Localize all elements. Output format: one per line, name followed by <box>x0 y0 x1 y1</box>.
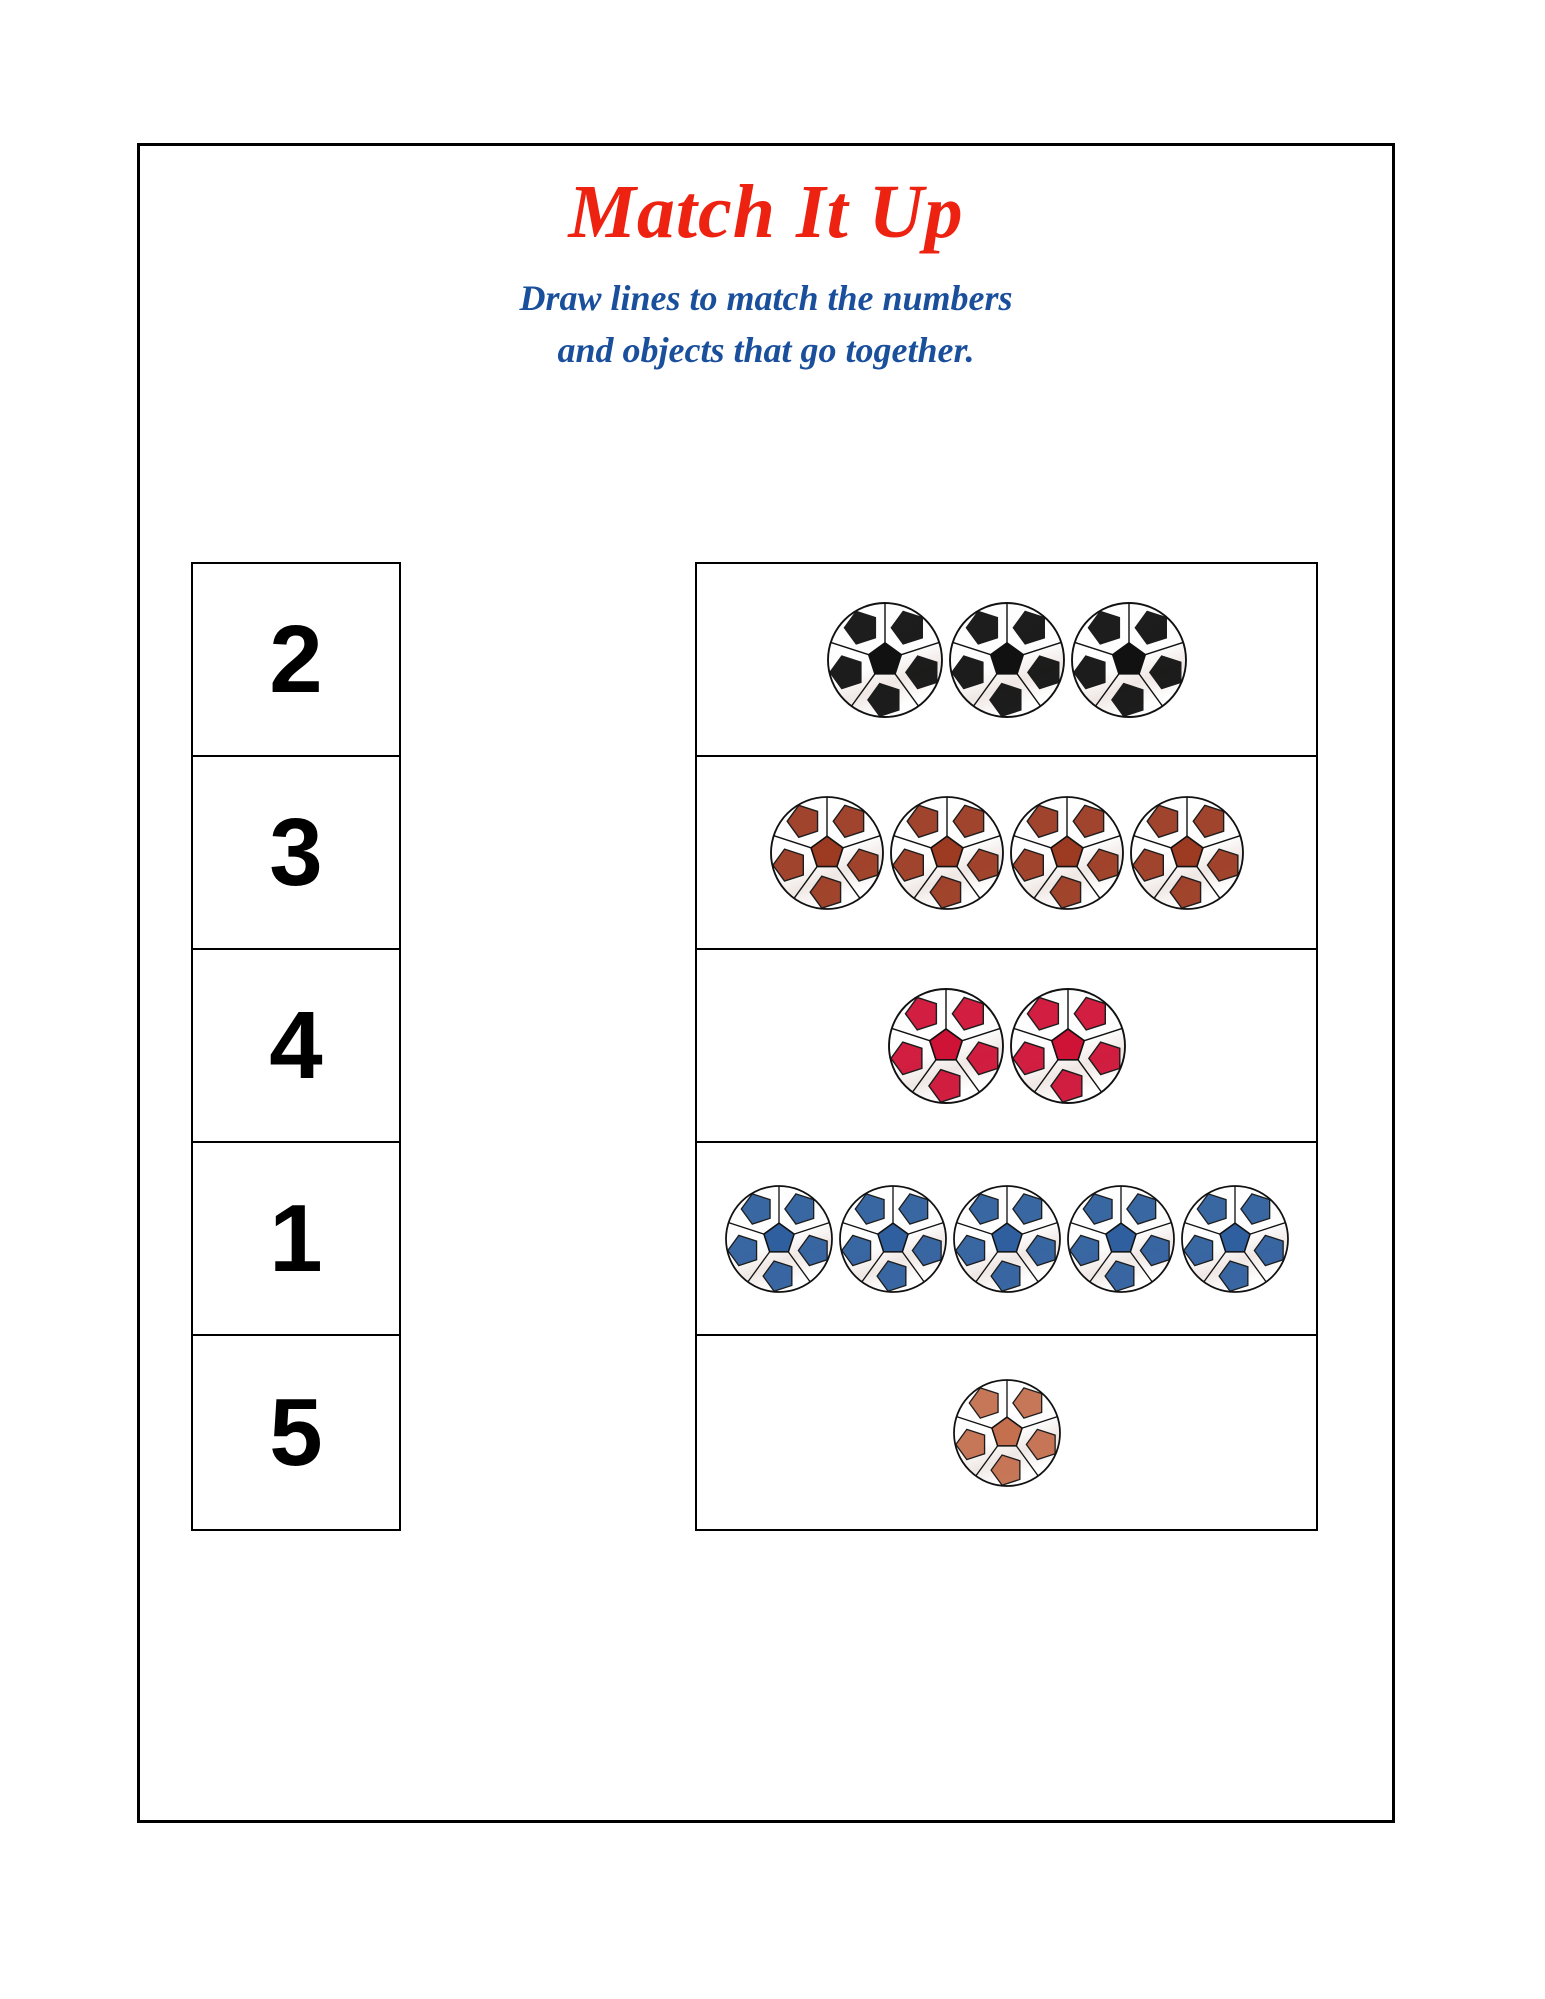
objects-column <box>695 562 1318 1531</box>
soccer-ball-icon <box>838 1184 948 1294</box>
soccer-ball-icon <box>1180 1184 1290 1294</box>
object-row[interactable] <box>697 1336 1316 1529</box>
number-label: 4 <box>269 991 323 1099</box>
number-label: 1 <box>269 1184 323 1292</box>
soccer-ball-icon <box>1066 1184 1176 1294</box>
soccer-ball-icon <box>952 1378 1062 1488</box>
instructions <box>140 272 1392 376</box>
page-title: Match It Up <box>568 170 964 254</box>
soccer-ball-icon <box>1129 795 1245 911</box>
numbers-column <box>191 562 401 1531</box>
object-row[interactable] <box>697 950 1316 1143</box>
instructions-line-1: Draw lines to match the numbers <box>519 278 1013 318</box>
soccer-ball-icon <box>724 1184 834 1294</box>
soccer-ball-icon <box>887 987 1005 1105</box>
soccer-ball-icon <box>889 795 1005 911</box>
instructions-line-2: and objects that go together. <box>557 330 975 371</box>
number-cell[interactable] <box>193 757 399 950</box>
soccer-ball-icon <box>826 601 944 719</box>
object-row[interactable] <box>697 1143 1316 1336</box>
soccer-ball-icon <box>1009 795 1125 911</box>
worksheet-page <box>137 143 1395 1823</box>
number-label: 3 <box>269 798 323 906</box>
soccer-ball-icon <box>948 601 1066 719</box>
object-row[interactable] <box>697 564 1316 757</box>
number-cell[interactable] <box>193 950 399 1143</box>
soccer-ball-icon <box>1070 601 1188 719</box>
number-cell[interactable] <box>193 564 399 757</box>
soccer-ball-icon <box>1009 987 1127 1105</box>
soccer-ball-icon <box>769 795 885 911</box>
number-label: 2 <box>269 605 323 713</box>
object-row[interactable] <box>697 757 1316 950</box>
number-cell[interactable] <box>193 1336 399 1529</box>
number-cell[interactable] <box>193 1143 399 1336</box>
soccer-ball-icon <box>952 1184 1062 1294</box>
number-label: 5 <box>269 1378 323 1486</box>
